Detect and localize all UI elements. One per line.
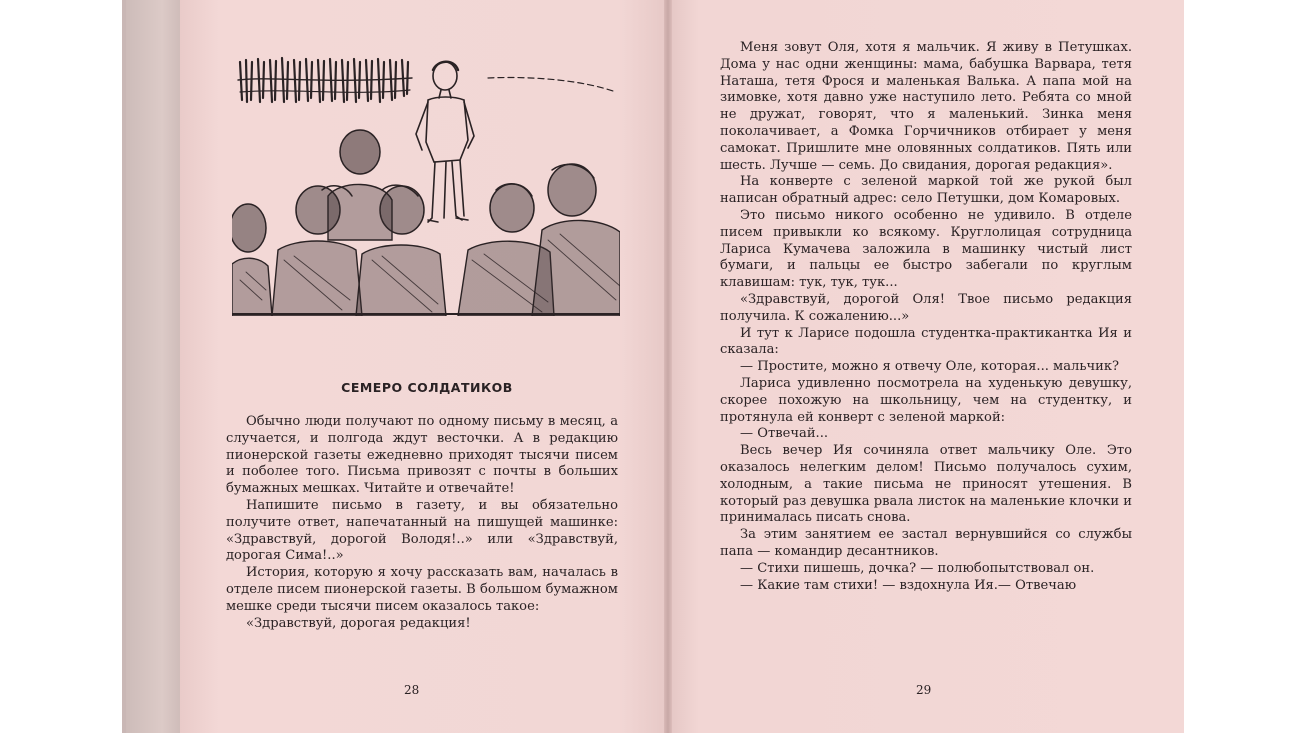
paragraph: Весь вечер Ия сочиняла ответ мальчику Оле. Это оказалось нелегким делом! Письмо получалось сухим, холодным, а такие письма не приносят утешения. В который раз девушка рвала листок на маленькие клочки и принималась писать снова. <box>720 443 1132 526</box>
left-page <box>180 0 668 733</box>
book-cover-edge <box>126 0 186 733</box>
page-number-right: 29 <box>916 683 932 697</box>
paragraph: Напишите письмо в газету, и вы обязательно получите ответ, напечатанный на пишущей машинке: «Здравствуй, дорогой Володя!..» или «Здравствуй, дорогая Сима!..» <box>226 497 618 564</box>
paragraph: «Здравствуй, дорогой Оля! Твое письмо редакция получила. К сожалению...» <box>720 291 1132 324</box>
paragraph: — Стихи пишешь, дочка? — полюбопытствовал он. <box>740 560 1095 576</box>
left-page-text <box>226 414 618 632</box>
book-gutter <box>664 0 672 733</box>
paragraph: Лариса удивленно посмотрела на худенькую девушку, скорее похожую на школьницу, чем на студентку, и протянула ей конверт с зеленой маркой: <box>720 375 1132 425</box>
paragraph: И тут к Ларисе подошла студентка-практикантка Ия и сказала: <box>720 325 1132 358</box>
paragraph: Меня зовут Оля, хотя я мальчик. Я живу в Петушках. Дома у нас одни женщины: мама, бабушка Варвара, тетя Наташа, тетя Фрося и маленькая Валька. А папа мой на зимовке, хотя давно уже наступило лето. Ребята со мной не дружат, говорят, что я маленький. Зинка меня поколачивает, а Фомка Горчичников отбирает у меня самокат. Пришлите мне оловянных солдатиков. Пять или шесть. Лучше — семь. До свидания, дорогая редакция». <box>720 40 1132 173</box>
paragraph: «Здравствуй, дорогая редакция! <box>246 615 471 631</box>
right-page-text <box>720 40 1132 594</box>
paragraph: На конверте с зеленой маркой той же рукой был написан обратный адрес: село Петушки, дом Комаровых. <box>720 174 1132 207</box>
paragraph: — Отвечай... <box>740 426 829 442</box>
paragraph: — Простите, можно я отвечу Оле, которая... мальчик? <box>740 359 1120 375</box>
paragraph: За этим занятием ее застал вернувшийся со службы папа — командир десантников. <box>720 527 1132 559</box>
paragraph: — Какие там стихи! — вздохнула Ия.— Отвечаю <box>740 577 1077 593</box>
chapter-title: СЕМЕРО СОЛДАТИКОВ <box>341 380 513 395</box>
paragraph: Это письмо никого особенно не удивило. В отделе писем привыкли ко всякому. Круглолицая сотрудница Лариса Кумачева заложила в машинку чистый лист бумаги, и пальцы ее быстро забегали по круглым клавишам: тук, тук, тук... <box>720 207 1132 291</box>
paragraph: История, которую я хочу рассказать вам, началась в отделе писем пионерской газеты. В большом бумажном мешке среди тысячи писем оказалось такое: <box>226 565 618 614</box>
right-page <box>668 0 1184 733</box>
illustration-boy-speaking-to-audience <box>232 50 620 316</box>
page-number-left: 28 <box>404 683 420 697</box>
paragraph: Обычно люди получают по одному письму в месяц, а случается, и полгода ждут весточки. А в редакцию пионерской газеты ежедневно приходят тысячи писем и поболее того. Письма привозят с почты в больших бумажных мешках. Читайте и отвечайте! <box>226 414 618 497</box>
